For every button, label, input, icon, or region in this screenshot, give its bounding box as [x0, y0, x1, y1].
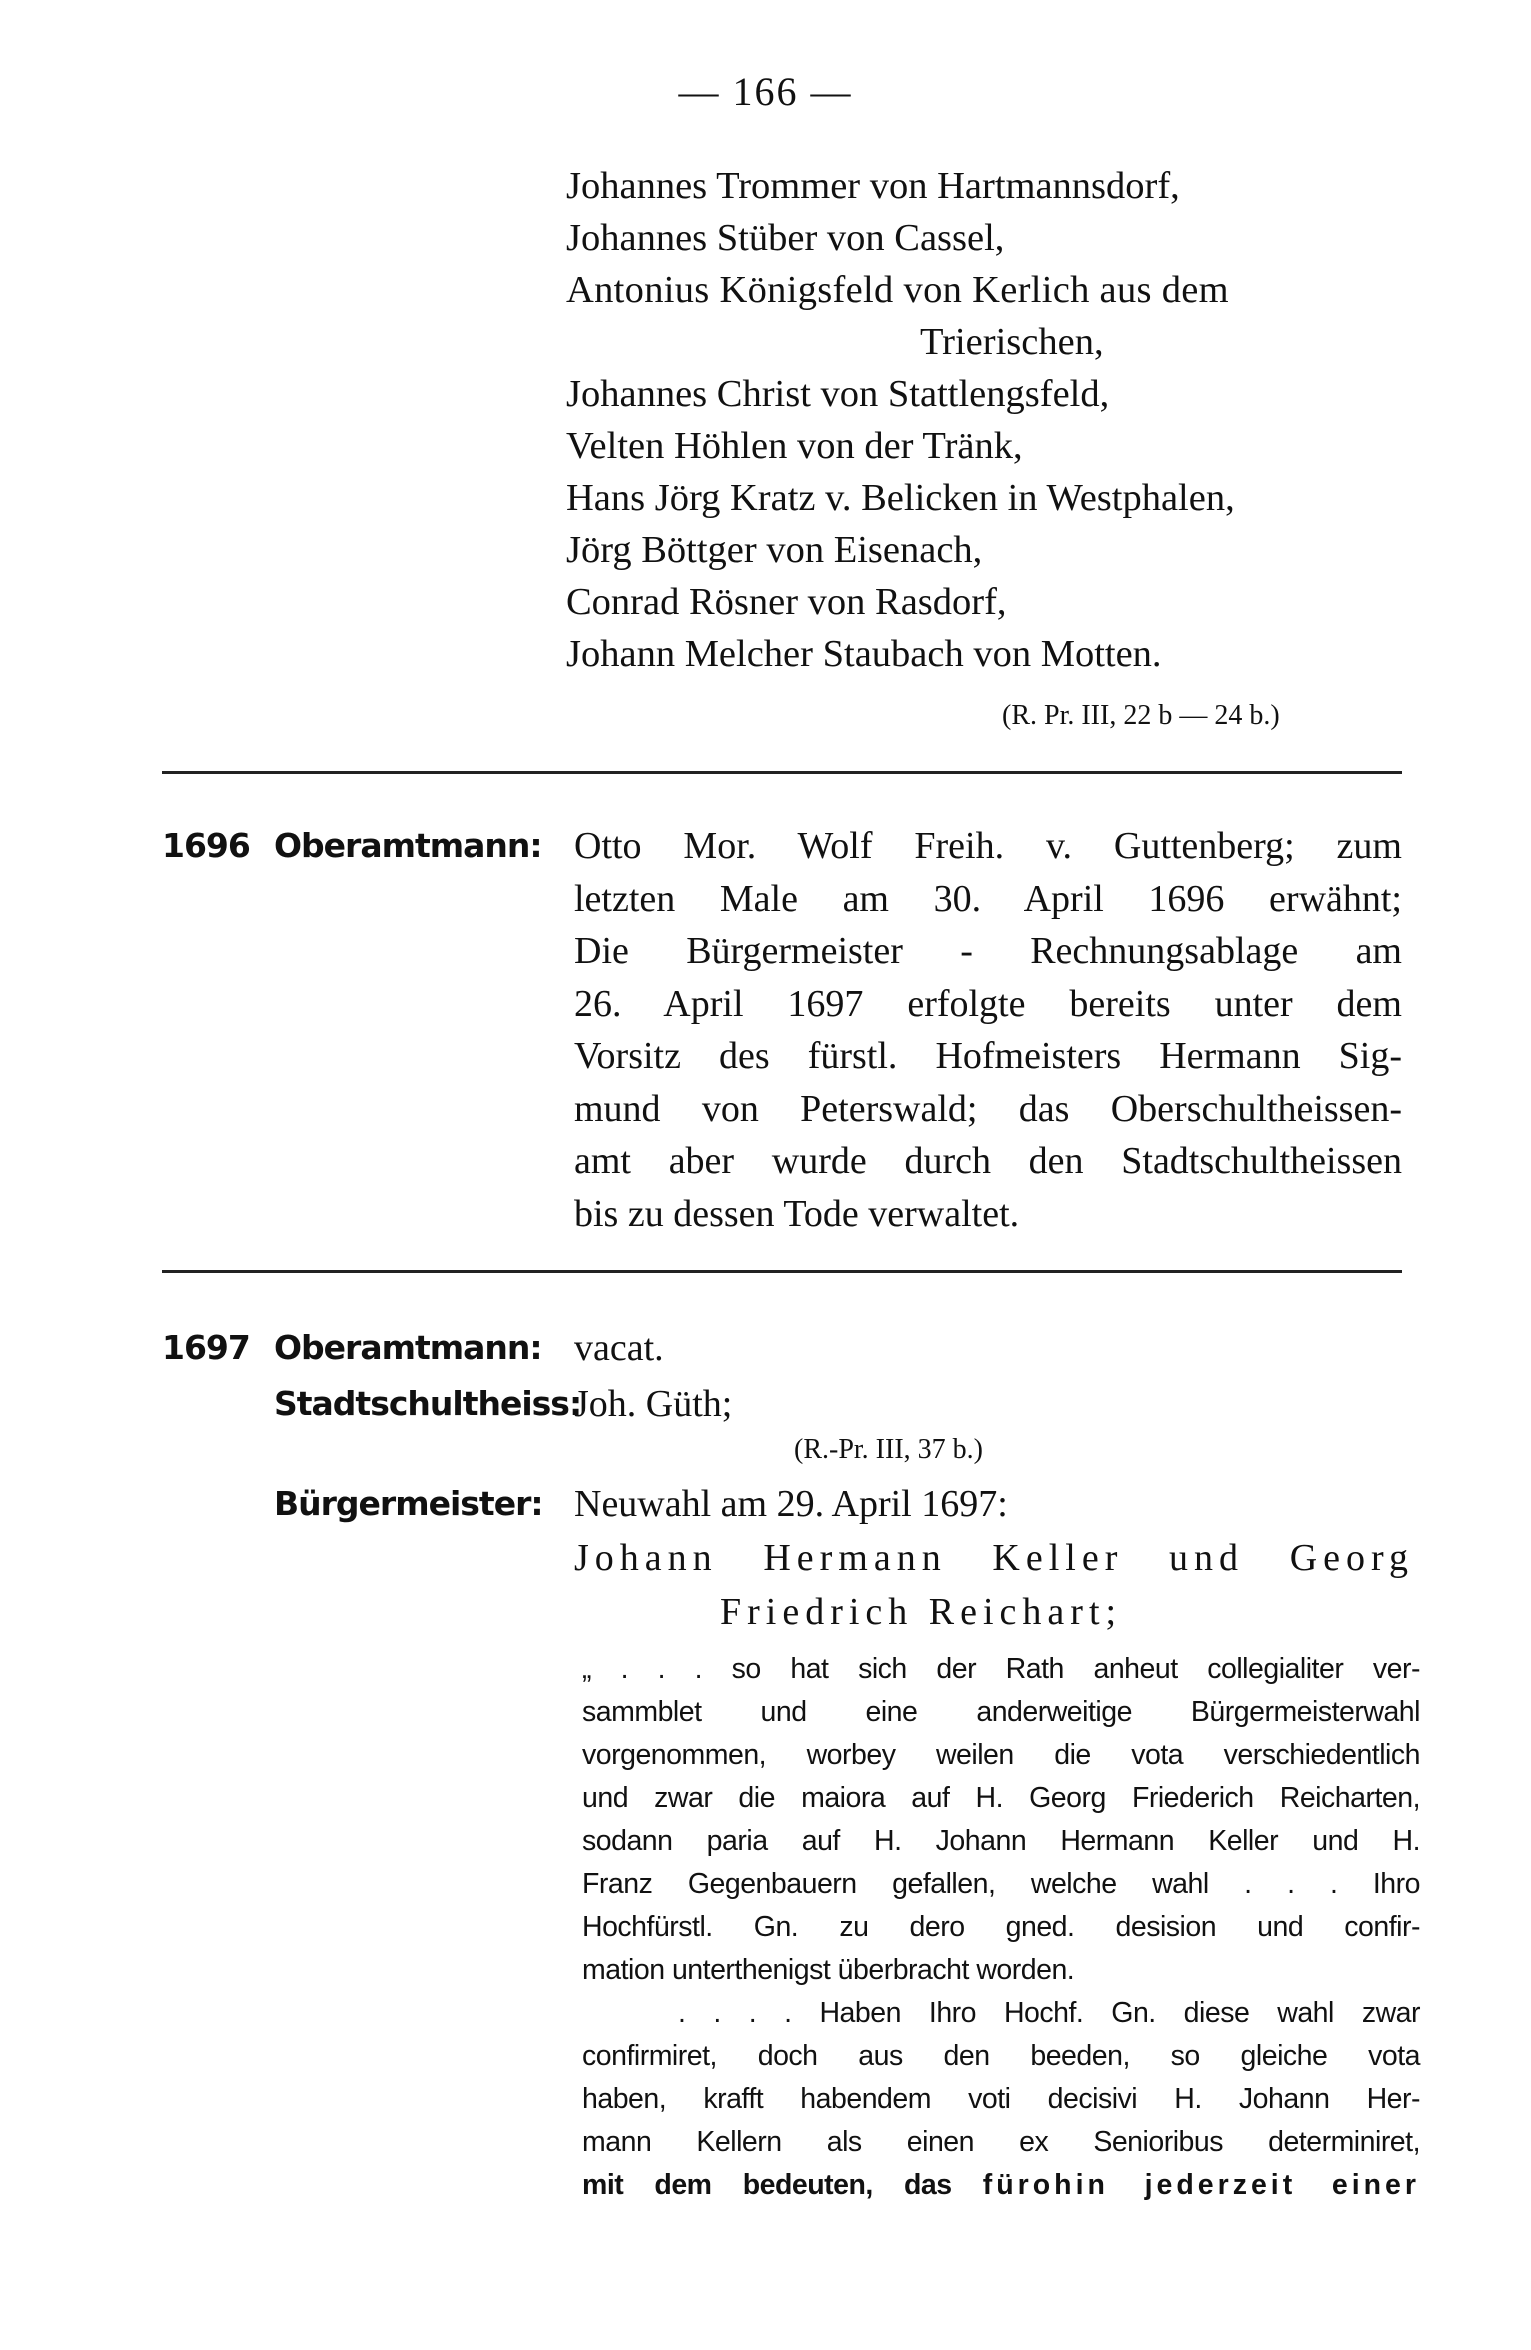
buergermeister-names: Friedrich Reichart;: [720, 1591, 1123, 1633]
quotation: [582, 1648, 1420, 2207]
quote-line: vorgenommen, worbey weilen die vota verschiedentlich: [582, 1739, 1420, 1771]
list-item: Velten Höhlen von der Tränk,: [566, 425, 1023, 467]
entry-year: 1696: [162, 826, 250, 865]
list-item: Conrad Rösner von Rasdorf,: [566, 581, 1007, 623]
list-item: Hans Jörg Kratz v. Belicken in Westphalen,: [566, 477, 1235, 519]
quote-line: mation unterthenigst überbracht worden.: [582, 1954, 1075, 1986]
list-item: Johannes Christ von Stattlengsfeld,: [566, 373, 1110, 415]
quote-line: confirmiret, doch aus den beeden, so gleiche vota: [582, 2040, 1420, 2072]
text-line: letzten Male am 30. April 1696 erwähnt;: [574, 877, 1402, 920]
reference-citation: (R. Pr. III, 22 b — 24 b.): [1002, 700, 1280, 731]
text-line: Otto Mor. Wolf Freih. v. Guttenberg; zum: [574, 825, 1402, 867]
text-line: Vorsitz des fürstl. Hofmeisters Hermann Sig-: [574, 1035, 1402, 1077]
quote-line: Franz Gegenbauern gefallen, welche wahl . . . Ihro: [582, 1868, 1420, 1900]
quote-line: Hochfürstl. Gn. zu dero gned. desision und confir-: [582, 1911, 1420, 1943]
list-item: Jörg Böttger von Eisenach,: [566, 529, 983, 571]
list-item: Trierischen,: [920, 321, 1104, 363]
entry-label: Bürgermeister:: [274, 1484, 543, 1523]
buergermeister-names-line: Johann Hermann Keller und Georg: [574, 1537, 1414, 1579]
quote-line-final: [582, 2164, 1420, 2207]
entry-label: Oberamtmann:: [274, 826, 542, 865]
text-line: mund von Peterswald; das Oberschultheissen-: [574, 1087, 1402, 1130]
quote-line: und zwar die maiora auf H. Georg Friederich Reicharten,: [582, 1782, 1420, 1814]
quote-line: haben, krafft habendem voti decisivi H. Johann Her-: [582, 2083, 1420, 2115]
buergermeister-line: Neuwahl am 29. April 1697:: [574, 1483, 1008, 1525]
text-line: amt aber wurde durch den Stadtschultheissen: [574, 1140, 1402, 1182]
stadtschultheiss-value: Joh. Güth;: [574, 1383, 733, 1425]
quote-spaced-part: fürohin jederzeit einer: [982, 2169, 1420, 2201]
entry-label: Stadtschultheiss:: [274, 1384, 582, 1423]
text-line: bis zu dessen Tode verwaltet.: [574, 1192, 1020, 1235]
divider: [162, 1270, 1402, 1273]
entry-year: 1697: [162, 1328, 250, 1367]
entry-text: [574, 820, 1402, 1240]
list-item: Johann Melcher Staubach von Motten.: [566, 633, 1162, 675]
list-item: Johannes Trommer von Hartmannsdorf,: [566, 165, 1180, 207]
text-line: Die Bürgermeister - Rechnungsablage am: [574, 930, 1402, 972]
list-item: Johannes Stüber von Cassel,: [566, 217, 1005, 259]
name-list: [566, 160, 1235, 680]
divider: [162, 771, 1402, 774]
buergermeister-names: [574, 1532, 1414, 1584]
quote-line: . . . . Haben Ihro Hochf. Gn. diese wahl zwar: [678, 1997, 1420, 2029]
list-item: Antonius Königsfeld von Kerlich aus dem: [566, 269, 1229, 311]
oberamtmann-value: vacat.: [574, 1327, 664, 1369]
quote-line: sammblet und eine anderweitige Bürgermeisterwahl: [582, 1696, 1420, 1728]
quote-plain-part: mit dem bedeuten, das: [582, 2169, 952, 2201]
quote-line: sodann paria auf H. Johann Hermann Keller und H.: [582, 1825, 1420, 1857]
text-line: 26. April 1697 erfolgte bereits unter dem: [574, 982, 1402, 1025]
quote-line: „ . . . so hat sich der Rath anheut collegialiter ver-: [582, 1653, 1420, 1685]
reference-citation: (R.-Pr. III, 37 b.): [794, 1434, 983, 1465]
page-number: — 166 —: [678, 69, 853, 114]
quote-line: mann Kellern als einen ex Senioribus determiniret,: [582, 2126, 1420, 2158]
entry-label: Oberamtmann:: [274, 1328, 542, 1367]
